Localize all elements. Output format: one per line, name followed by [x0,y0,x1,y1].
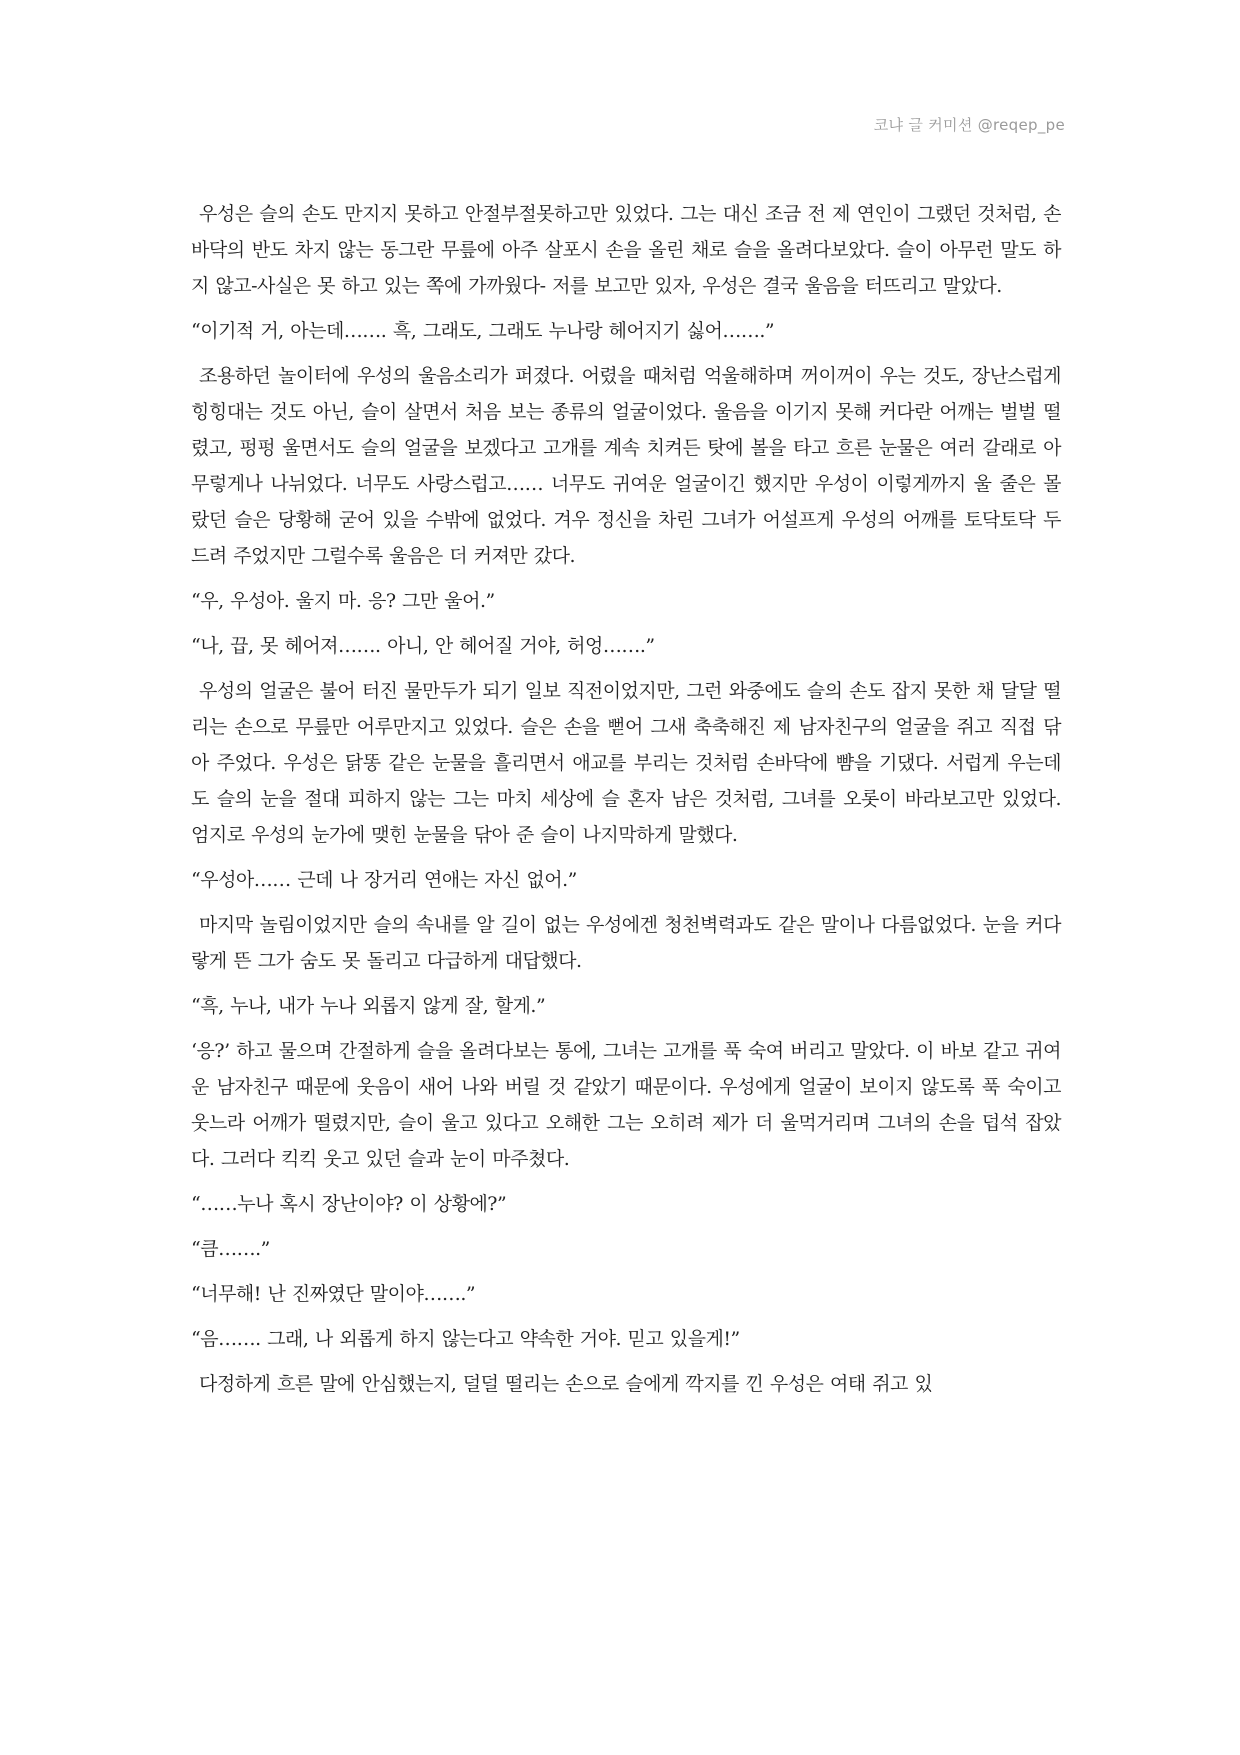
story-body [191,196,1061,1411]
dialogue-line-5: “흑, 누나, 내가 누나 외롭지 않게 잘, 할게.” [191,995,546,1017]
dialogue-line-8: “너무해! 난 진짜였단 말이야…….” [191,1283,476,1305]
paragraph-2: 조용하던 놀이터에 우성의 울음소리가 퍼졌다. 어렸을 때처럼 억울해하며 꺼이꺼이 우는 것도, 장난스럽게 힝힝대는 것도 아닌, 슬이 살면서 처음 보는 종류의 얼굴이었다. 울음을 이기지 못해 커다란 어깨는 벌벌 떨렸고, 펑펑 울면서도 슬의 얼굴을 보겠다고 고개를 계속 치켜든 탓에 볼을 타고 흐른 눈물은 여러 갈래로 아무렇게나 나뉘었다. 너무도 사랑스럽고…… 너무도 귀여운 얼굴이긴 했지만 우성이 이렇게까지 울 줄은 몰랐던 슬은 당황해 굳어 있을 수밖에 없었다. 겨우 정신을 차린 그녀가 어설프게 우성의 어깨를 토닥토닥 두드려 주었지만 그럴수록 울음은 더 커져만 갔다. [191,365,1061,567]
paragraph-6: 다정하게 흐른 말에 안심했는지, 덜덜 떨리는 손으로 슬에게 깍지를 낀 우성은 여태 쥐고 있 [199,1373,933,1395]
dialogue-line-9: “음……. 그래, 나 외롭게 하지 않는다고 약속한 거야. 믿고 있을게!” [191,1328,740,1350]
page-header-credit: 코냐 글 커미션 @reqep_pe [873,116,1065,134]
dialogue-line-3: “나, 끕, 못 헤어져……. 아니, 안 헤어질 거야, 허엉…….” [191,635,655,657]
paragraph-3: 우성의 얼굴은 불어 터진 물만두가 되기 일보 직전이었지만, 그런 와중에도 슬의 손도 잡지 못한 채 달달 떨리는 손으로 무릎만 어루만지고 있었다. 슬은 손을 뻗어 그새 축축해진 제 남자친구의 얼굴을 쥐고 직접 닦아 주었다. 우성은 닭똥 같은 눈물을 흘리면서 애교를 부리는 것처럼 손바닥에 뺨을 기댔다. 서럽게 우는데도 슬의 눈을 절대 피하지 않는 그는 마치 세상에 슬 혼자 남은 것처럼, 그녀를 오롯이 바라보고만 있었다. 엄지로 우성의 눈가에 맺힌 눈물을 닦아 준 슬이 나지막하게 말했다. [191,680,1061,846]
dialogue-line-1: “이기적 거, 아는데……. 흑, 그래도, 그래도 누나랑 헤어지기 싫어…….” [191,320,775,342]
paragraph-5: ‘응?’ 하고 물으며 간절하게 슬을 올려다보는 통에, 그녀는 고개를 푹 숙여 버리고 말았다. 이 바보 같고 귀여운 남자친구 때문에 웃음이 새어 나와 버릴 것 같았기 때문이다. 우성에게 얼굴이 보이지 않도록 푹 숙이고 웃느라 어깨가 떨렸지만, 슬이 울고 있다고 오해한 그는 오히려 제가 더 울먹거리며 그녀의 손을 덥석 잡았다. 그러다 킥킥 웃고 있던 슬과 눈이 마주쳤다. [191,1040,1061,1170]
paragraph-1: 우성은 슬의 손도 만지지 못하고 안절부절못하고만 있었다. 그는 대신 조금 전 제 연인이 그랬던 것처럼, 손바닥의 반도 차지 않는 동그란 무릎에 아주 살포시 손을 올린 채로 슬을 올려다보았다. 슬이 아무런 말도 하지 않고-사실은 못 하고 있는 쪽에 가까웠다- 저를 보고만 있자, 우성은 결국 울음을 터뜨리고 말았다. [191,203,1061,297]
dialogue-line-7: “큼…….” [191,1238,270,1260]
dialogue-line-6: “……누나 혹시 장난이야? 이 상황에?” [191,1193,507,1215]
paragraph-4: 마지막 놀림이었지만 슬의 속내를 알 길이 없는 우성에겐 청천벽력과도 같은 말이나 다름없었다. 눈을 커다랗게 뜬 그가 숨도 못 돌리고 다급하게 대답했다. [191,914,1061,972]
dialogue-line-4: “우성아…… 근데 나 장거리 연애는 자신 없어.” [191,869,577,891]
dialogue-line-2: “우, 우성아. 울지 마. 응? 그만 울어.” [191,590,495,612]
